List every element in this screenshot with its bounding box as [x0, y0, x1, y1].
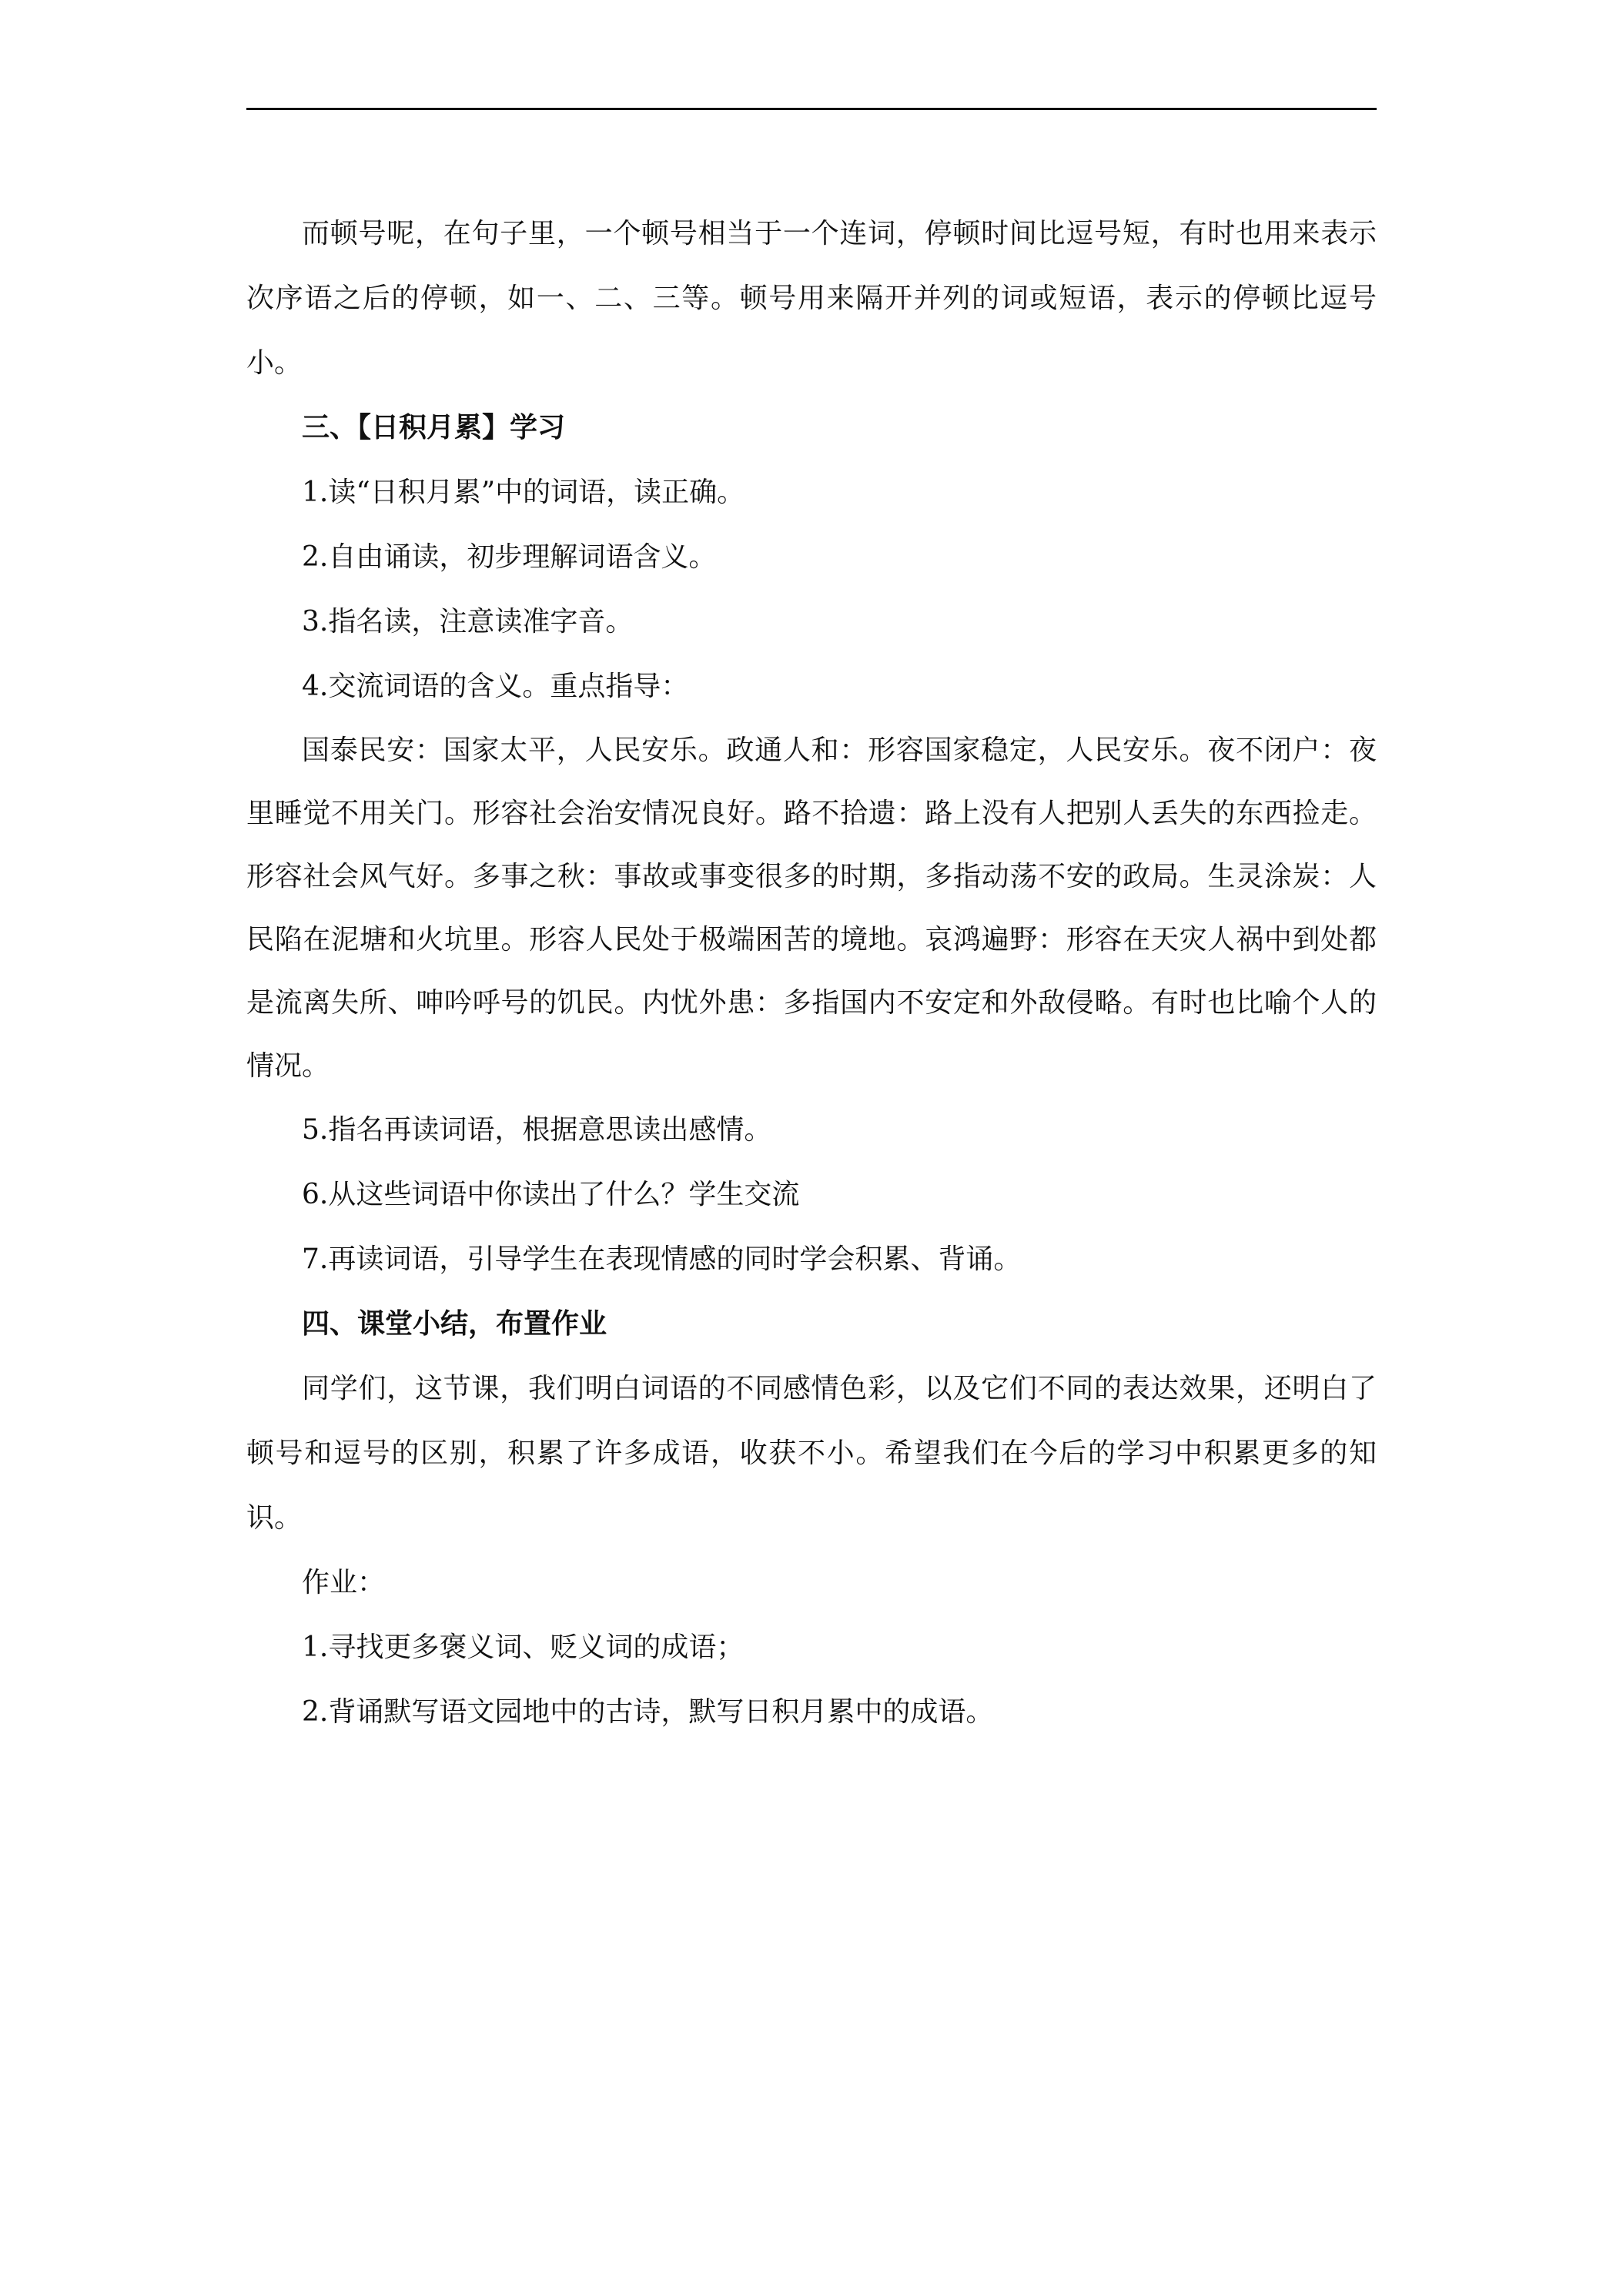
homework-label: 作业： — [302, 1567, 386, 1598]
list-item-1: 1.读“日积月累”中的词语，读正确。 — [302, 477, 745, 508]
homework-item-2: 2.背诵默写语文园地中的古诗，默写日积月累中的成语。 — [302, 1696, 994, 1728]
document-body — [246, 202, 1377, 1745]
list-item-3: 3.指名读，注意读准字音。 — [302, 606, 634, 638]
paragraph-pause-marks: 而顿号呢，在句子里，一个顿号相当于一个连词，停顿时间比逗号短，有时也用来表示次序语之后的停顿，如一、二、三等。顿号用来隔开并列的词或短语，表示的停顿比逗号小。 — [246, 218, 1377, 379]
list-item-2: 2.自由诵读，初步理解词语含义。 — [302, 541, 717, 573]
header-rule — [246, 108, 1377, 110]
list-item-7: 7.再读词语，引导学生在表现情感的同时学会积累、背诵。 — [302, 1243, 1022, 1275]
paragraph-idiom-meanings: 国泰民安：国家太平，人民安乐。政通人和：形容国家稳定，人民安乐。夜不闭户：夜里睡觉不用关门。形容社会治安情况良好。路不拾遗：路上没有人把别人丢失的东西捡走。形容社会风气好。多事之秋：事故或事变很多的时期，多指动荡不安的政局。生灵涂炭：人民陷在泥塘和火坑里。形容人民处于极端困苦的境地。哀鸿遍野：形容在天灾人祸中到处都是流离失所、呻吟呼号的饥民。内忧外患：多指国内不安定和外敌侵略。有时也比喻个人的情况。 — [246, 735, 1377, 1082]
list-item-6: 6.从这些词语中你读出了什么？学生交流 — [302, 1179, 800, 1210]
homework-item-1: 1.寻找更多褒义词、贬义词的成语； — [302, 1632, 745, 1663]
paragraph-summary: 同学们，这节课，我们明白词语的不同感情色彩，以及它们不同的表达效果，还明白了顿号和逗号的区别，积累了许多成语，收获不小。希望我们在今后的学习中积累更多的知识。 — [246, 1373, 1377, 1534]
list-item-5: 5.指名再读词语，根据意思读出感情。 — [302, 1114, 772, 1146]
list-item-4: 4.交流词语的含义。重点指导： — [302, 671, 689, 702]
section-heading-4: 四、课堂小结，布置作业 — [302, 1308, 607, 1340]
section-heading-3: 三、【日积月累】学习 — [302, 412, 566, 443]
